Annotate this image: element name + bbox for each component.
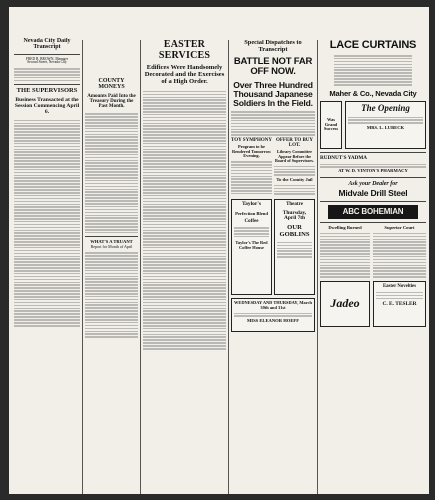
event-advertisement <box>231 298 315 332</box>
headline: BATTLE NOT FAR OFF NOW. <box>233 56 313 77</box>
ad-headline: Midvale Drill Steel <box>338 188 408 199</box>
divider <box>320 201 426 202</box>
headline: TOY SYMPHONY <box>231 137 272 143</box>
ad-text: MISS ELEANOR HOEFF <box>246 318 300 324</box>
ad-text: Coffee <box>244 218 259 224</box>
ad-text: MRS. L. LUBECK <box>366 124 405 130</box>
ad-copy <box>348 117 423 124</box>
column-rule <box>82 40 83 494</box>
article-text <box>143 91 226 350</box>
ad-text: OUR GOBLINS <box>279 223 310 238</box>
ad-copy <box>234 227 269 237</box>
ad-text: Perfection Blend <box>235 211 268 217</box>
scan-edge-top <box>0 0 435 7</box>
headline: To the Comity Jail <box>276 176 313 182</box>
column-rule <box>317 40 318 494</box>
article-text <box>85 252 138 337</box>
divider <box>320 222 426 223</box>
divider <box>320 152 426 153</box>
article-text <box>320 233 370 278</box>
column-4 <box>231 40 315 492</box>
section-kicker: Special Dispatches to Transcript <box>244 40 302 53</box>
opening-advertisement <box>345 101 426 149</box>
column-rule <box>140 40 141 494</box>
column-2 <box>85 78 138 492</box>
ad-text: WEDNESDAY AND THURSDAY, March 30th and 31st <box>234 300 312 310</box>
masthead-line: Second Street, Nevada City <box>27 60 67 65</box>
ad-text: Thursday, April 7th <box>282 209 307 222</box>
jadeo-advertisement <box>320 281 370 327</box>
divider <box>14 84 80 85</box>
ad-copy <box>376 292 423 299</box>
ad-copy <box>277 242 312 258</box>
headline: Dwelling Burned <box>328 224 362 230</box>
scan-edge-bottom <box>0 494 435 500</box>
article-text <box>85 113 138 233</box>
ad-text: Jadeo <box>330 296 360 311</box>
ad-headline: Maher & Co., Nevada City <box>329 88 417 98</box>
headline: EASTER SERVICES <box>158 40 211 61</box>
bohemian-beer-advertisement: ABC BOHEMIAN <box>328 205 418 219</box>
article-text <box>274 166 315 176</box>
subheadline: Report for Month of April <box>90 244 133 250</box>
subheadline: Amounts Paid Into the Treasury During the Past Month. <box>87 93 136 110</box>
ad-copy <box>234 313 312 317</box>
theatre-advertisement <box>274 199 315 295</box>
ad-text: Theatre <box>286 202 303 208</box>
subheadline: Business Transacted at the Session Commencing April 6. <box>14 97 80 115</box>
scan-edge-left <box>0 0 9 500</box>
headline: COUNTY MONEYS <box>98 78 125 91</box>
headline: Superior Court <box>384 224 415 230</box>
article-text <box>373 233 426 278</box>
subheadline: Program to be Rendered Tomorrow Evening. <box>232 144 271 159</box>
subheadline: Library Committee Appear Before the Board of Supervisors. <box>275 149 314 164</box>
ad-text: Easter Novelties <box>382 283 417 289</box>
column-1 <box>14 38 80 492</box>
ad-text: Ask your Dealer for <box>348 181 398 188</box>
headline: THE SUPERVISORS <box>16 87 78 95</box>
text-block <box>14 68 80 81</box>
headline: WHAT'S A TRUANT <box>90 239 133 245</box>
subheadline: Edifices Were Handsomely Decorated and the Exercises of a High Order. <box>144 64 225 85</box>
divider <box>14 54 80 55</box>
success-box <box>320 101 342 149</box>
article-text <box>231 161 272 194</box>
article-text <box>14 120 80 327</box>
column-rule <box>228 40 229 494</box>
ad-text: The Opening <box>361 103 410 114</box>
article-text <box>274 185 315 195</box>
ad-text: RUDNUT'S YADMA <box>320 155 368 162</box>
ad-text: AT W. D. VINTON'S PHARMACY <box>338 168 408 174</box>
ad-text: Taylor's <box>241 201 262 208</box>
divider <box>85 236 138 237</box>
ad-headline: LACE CURTAINS <box>329 40 417 51</box>
column-3 <box>143 40 226 492</box>
headline: OFFER TO BUY LOT. <box>275 137 314 149</box>
ad-text: Taylor's The Red Coffee House <box>235 240 268 251</box>
ad-text: C. E. TESLER <box>382 301 417 308</box>
ad-text: Was Grand Success <box>323 117 339 132</box>
masthead-line: FRED B. BROWN, Manager <box>25 56 69 61</box>
divider <box>320 177 426 178</box>
coffee-advertisement <box>231 199 272 295</box>
masthead-title: Nevada City Daily Transcript <box>23 38 71 51</box>
column-5 <box>320 40 426 492</box>
subheadline: Over Three Hundred Thousand Japanese Soldiers In the Field. <box>233 80 313 108</box>
article-text <box>231 111 315 136</box>
ad-copy <box>320 164 426 168</box>
scan-edge-right <box>429 0 435 500</box>
easter-novelties-advertisement <box>373 281 426 327</box>
ad-copy <box>320 55 426 86</box>
